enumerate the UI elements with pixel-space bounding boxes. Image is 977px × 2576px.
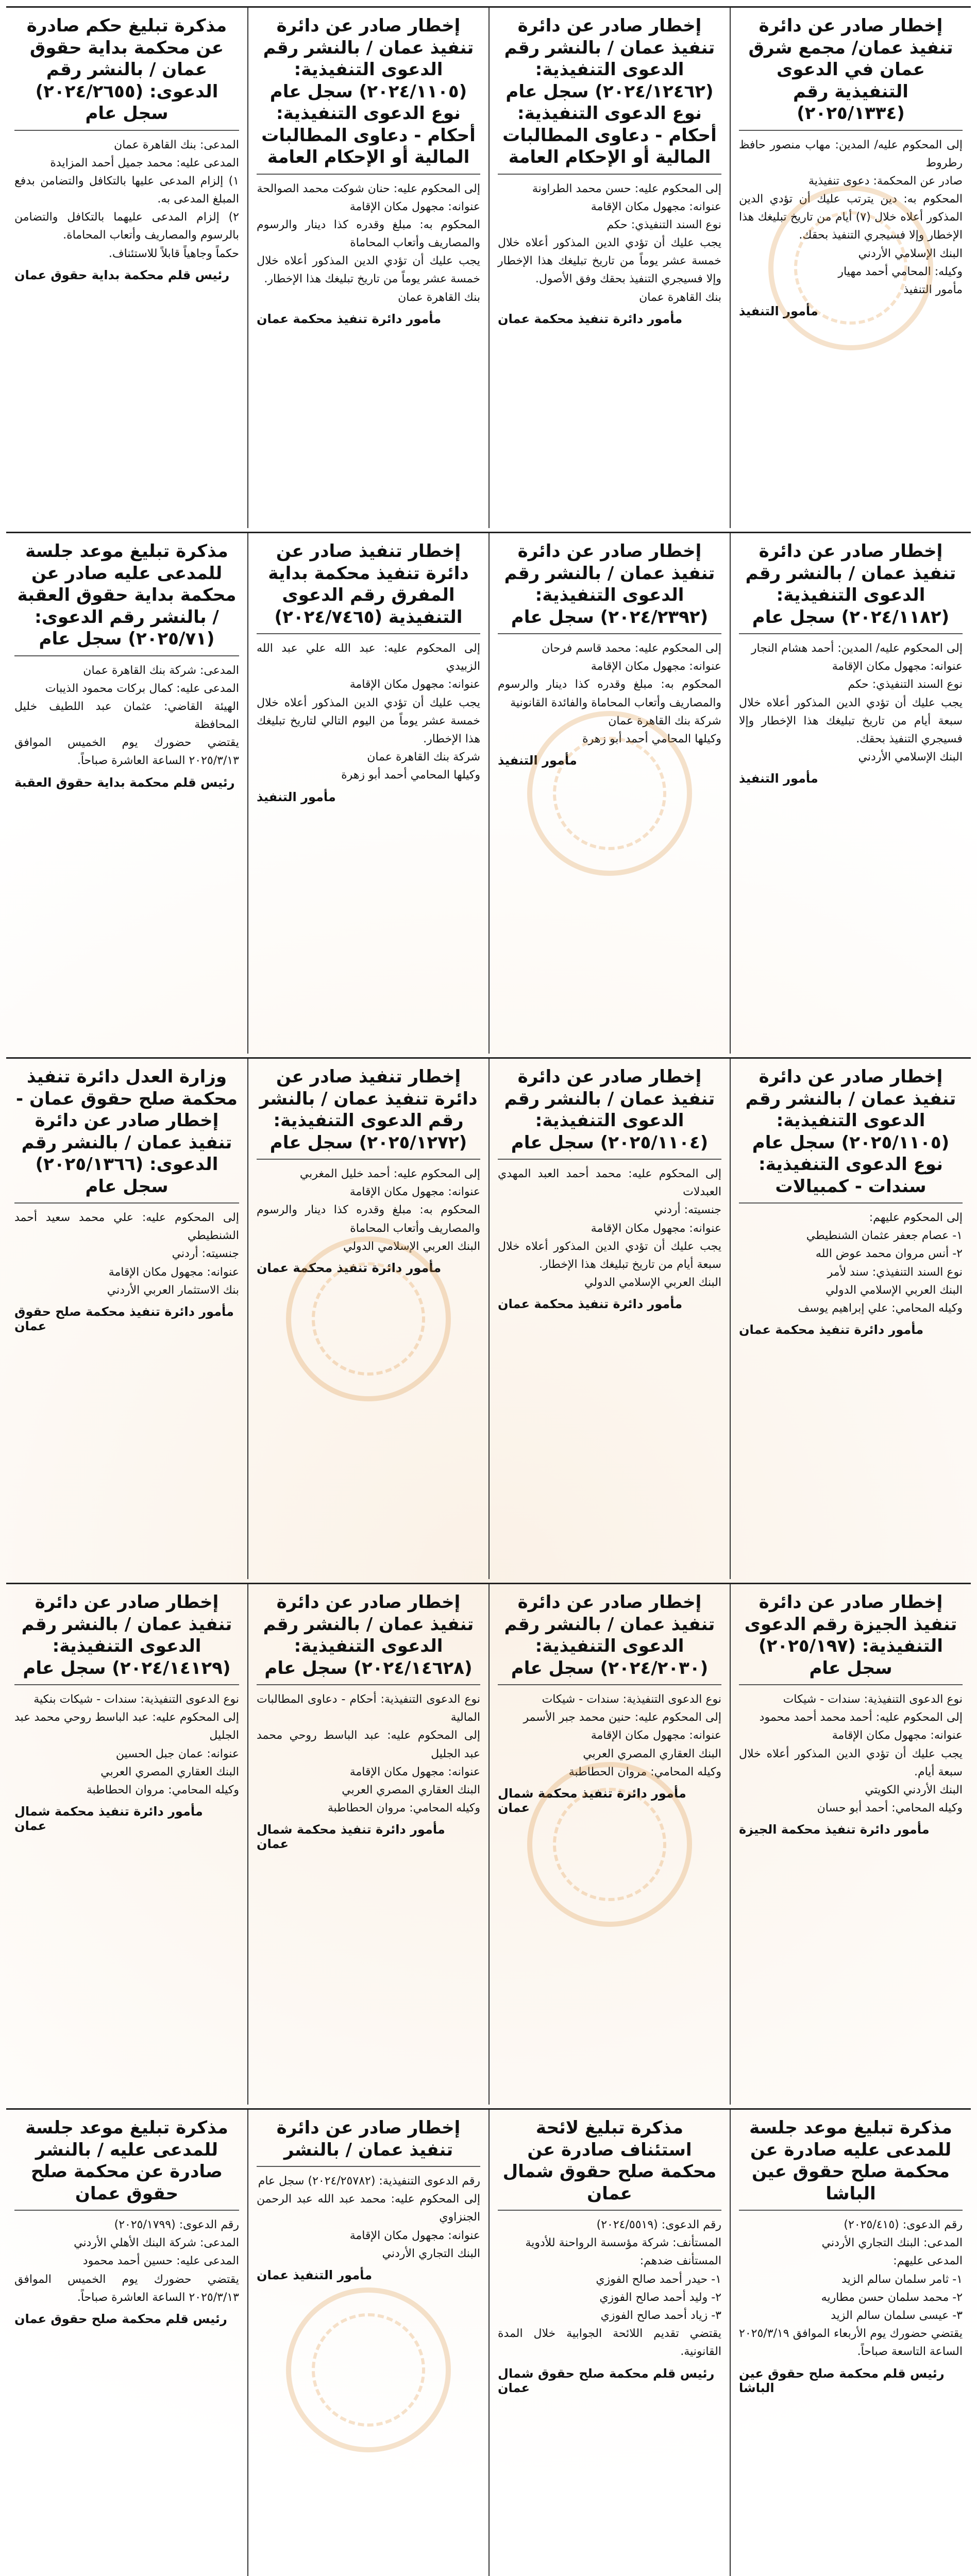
divider	[14, 2210, 239, 2211]
ad-cell	[488, 2110, 730, 2576]
ad-body: إلى المحكوم عليه/ المدين: أحمد هشام النجار عنوانه: مجهول مكان الإقامة نوع السند التنفيذي: حكم يجب عليك أن تؤدي الدين المذكور أعلاه خلال سبعة أيام من تاريخ تبليغك هذا الإخطار وإلا فسيجري التنفيذ بحقك. البنك الإسلامي الأردني	[739, 642, 963, 764]
ad-signature: مأمور التنفيذ	[498, 753, 577, 768]
ad-title: وزارة العدل دائرة تنفيذ محكمة صلح حقوق عمان - إخطار صادر عن دائرة تنفيذ عمان / بالنشر رقم الدعوى: (٢٠٢٥/١٣٦٦) سجل عام	[16, 1066, 238, 1197]
ad-body: نوع الدعوى التنفيذية: سندات - شيكات إلى المحكوم عليه: حنين محمد جبر الأسمر عنوانه: مجهول مكان الإقامة البنك العقاري المصري العربي وكيله المحامي: مروان الحطاطبة	[523, 1693, 721, 1778]
ad-title: مذكرة تبليغ حكم صادرة عن محكمة بداية حقوق عمان / بالنشر رقم الدعوى: (٢٠٢٤/٢٦٥٥) سجل عام	[26, 15, 227, 124]
ad-cell	[6, 1584, 247, 2105]
ad-title: إخطار تنفيذ صادر عن دائرة تنفيذ محكمة بداية المفرق رقم الدعوى التنفيذية (٢٠٢٤/٧٤٦٥)	[268, 541, 469, 628]
ad-signature: مأمور دائرة تنفيذ محكمة عمان	[257, 1260, 442, 1275]
divider	[498, 1159, 721, 1160]
ad-cell	[730, 8, 971, 528]
ads-row-5	[6, 2108, 971, 2576]
ad-body: إلى المحكوم عليه: عبد الله علي عبد الله الزبيدي عنوانه: مجهول مكان الإقامة يجب عليك أن تؤدي الدين المذكور أعلاه خلال خمسة عشر يوماً من اليوم التالي لتاريخ تبليغك هذا الإخطار. شركة بنك القاهرة عمان وكيلها المحامي أحمد أبو زهرة	[257, 642, 480, 782]
ad-signature: مأمور التنفيذ	[739, 771, 818, 786]
ad-cell	[247, 2110, 488, 2576]
ads-row-4	[6, 1583, 971, 2105]
ad-title: مذكرة تبليغ لائحة استئناف صادرة عن محكمة صلح حقوق شمال عمان	[502, 2117, 717, 2204]
ad-title: إخطار صادر عن دائرة تنفيذ عمان / بالنشر رقم الدعوى التنفيذية: (٢٠٢٤/٢٣٩٢) سجل عام	[504, 541, 715, 628]
ad-title: إخطار صادر عن دائرة تنفيذ عمان/ مجمع شرق عمان في الدعوى التنفيذية رقم (٢٠٢٥/١٣٣٤)	[748, 15, 953, 124]
ad-title: إخطار صادر عن دائرة تنفيذ عمان / بالنشر رقم الدعوى التنفيذية: (٢٠٢٥/١١٠٥) سجل عام نوع الدعوى التنفيذية: سندات - كمبيالات	[745, 1066, 956, 1197]
ad-signature: مأمور التنفيذ عمان	[257, 2267, 373, 2282]
ad-signature: مأمور دائرة تنفيذ محكمة عمان	[739, 1323, 924, 1337]
ad-cell	[730, 1584, 971, 2105]
ads-row-3	[6, 1057, 971, 1579]
ad-cell	[247, 8, 488, 528]
ads-row-2	[6, 532, 971, 1054]
divider	[257, 1684, 480, 1685]
ad-body: رقم الدعوى: (٢٠٢٤/٥٥١٩) المستأنف: شركة مؤسسة الرواحنة للأدوية المستأنف ضدهم: ١- حيدر أحمد صالح الفوزي ٢- وليد أحمد صالح الفوزي ٣- زياد أحمد صالح الفوزي يقتضي تقديم اللائحة الجوابية خلال المدة القانونية.	[498, 2218, 721, 2359]
ad-title: مذكرة تبليغ موعد جلسة للمدعى عليه صادرة عن محكمة صلح حقوق عين الباشا	[749, 2117, 952, 2204]
ad-body: المدعى: بنك القاهرة عمان المدعى عليه: محمد جميل أحمد المزايدة ١) إلزام المدعى عليها بالتكافل والتضامن بدفع المبلغ المدعى به. ٢) إلزام المدعى عليهما بالتكافل والتضامن بالرسوم والمصاريف وأتعاب المحاماة. حكماً وجاهياً قابلاً للاستئناف.	[14, 138, 239, 260]
divider	[257, 1159, 480, 1160]
ad-body: إلى المحكوم عليه: محمد قاسم فرحان عنوانه: مجهول مكان الإقامة المحكوم به: مبلغ وقدره كذا دينار والرسوم والمصاريف وأتعاب المحاماة والفائدة القانونية شركة بنك القاهرة عمان وكيلها المحامي أحمد أبو زهرة	[498, 642, 721, 745]
ad-signature: رئيس قلم محكمة صلح حقوق شمال عمان	[498, 2366, 715, 2395]
ad-cell	[247, 1584, 488, 2105]
ad-cell	[730, 533, 971, 1054]
ad-body: إلى المحكوم عليه/ المدين: مهاب منصور حافظ رطروط صادر عن المحكمة: دعوى تنفيذية المحكوم به: دين يترتب عليك أن تؤدي الدين المذكور أعلاه خلال (٧) أيام من تاريخ تبليغك هذا الإخطار وإلا فسيجري التنفيذ بحقك. البنك الإسلامي الأردني وكيله: المحامي أحمد مهيار مأمور التنفيذ	[739, 138, 963, 296]
ad-signature: مأمور دائرة تنفيذ محكمة الجيزة	[739, 1822, 930, 1837]
divider	[257, 174, 480, 175]
ad-cell	[6, 8, 247, 528]
divider	[498, 2210, 721, 2211]
ad-body: إلى المحكوم عليه: علي محمد سعيد أحمد الشنطيطي جنسيته: أردني عنوانه: مجهول مكان الإقامة بنك الاستثمار العربي الأردني	[14, 1211, 239, 1297]
divider	[14, 655, 239, 656]
divider	[498, 633, 721, 634]
ad-signature: مأمور دائرة تنفيذ محكمة عمان	[498, 311, 683, 326]
ad-signature: رئيس قلم محكمة صلح حقوق عمان	[14, 2311, 227, 2326]
ad-title: مذكرة تبليغ موعد جلسة للمدعى عليه / بالنشر صادرة عن محكمة صلح حقوق عمان	[25, 2117, 228, 2204]
divider	[739, 1684, 963, 1685]
ad-body: رقم الدعوى: (٢٠٢٥/١٧٩٩) المدعى: شركة البنك الأهلي الأردني المدعى عليه: حسين أحمد محمود يقتضي حضورك يوم الخميس الموافق ٢٠٢٥/٣/١٣ الساعة العاشرة صباحاً.	[14, 2218, 239, 2304]
ad-signature: رئيس قلم محكمة بداية حقوق العقبة	[14, 775, 235, 790]
ad-title: إخطار صادر عن دائرة تنفيذ عمان / بالنشر رقم الدعوى التنفيذية: (٢٠٢٤/١٤٦٢٨) سجل عام	[263, 1592, 474, 1679]
ad-title: إخطار صادر عن دائرة تنفيذ عمان / بالنشر رقم الدعوى التنفيذية: (٢٠٢٤/١٤١٢٩) سجل عام	[21, 1592, 232, 1679]
divider	[739, 2210, 963, 2211]
divider	[257, 2166, 480, 2167]
divider	[257, 633, 480, 634]
ad-title: إخطار صادر عن دائرة تنفيذ عمان / بالنشر رقم الدعوى التنفيذية: (٢٠٢٤/١٢٤٦٢) سجل عام نوع الدعوى التنفيذية: أحكام - دعاوى المطالبات المالية أو الإحكام العامة	[502, 15, 717, 167]
ad-title: إخطار صادر عن دائرة تنفيذ عمان / بالنشر رقم الدعوى التنفيذية: (٢٠٢٤/٢٠٣٠) سجل عام	[504, 1592, 715, 1679]
ad-body: نوع الدعوى التنفيذية: سندات - شيكات إلى المحكوم عليه: أحمد محمد أحمد محمود عنوانه: مجهول مكان الإقامة يجب عليك أن تؤدي الدين المذكور أعلاه خلال سبعة أيام. البنك الأردني الكويتي وكيله المحامي: أحمد أبو حسان	[739, 1693, 963, 1815]
ad-title: إخطار صادر عن دائرة تنفيذ عمان / بالنشر رقم الدعوى التنفيذية: (٢٠٢٤/١١٠٥) سجل عام نوع الدعوى التنفيذية: أحكام - دعاوى المطالبات المالية أو الإحكام العامة	[261, 15, 476, 167]
ad-cell	[730, 2110, 971, 2576]
ad-title: إخطار صادر عن دائرة تنفيذ عمان / بالنشر رقم الدعوى التنفيذية: (٢٠٢٤/١١٨٢) سجل عام	[745, 541, 956, 628]
ad-body: إلى المحكوم عليه: حنان شوكت محمد الصوالحة عنوانه: مجهول مكان الإقامة المحكوم به: مبلغ وقدره كذا دينار والرسوم والمصاريف وأتعاب المحاماة يجب عليك أن تؤدي الدين المذكور أعلاه خلال خمسة عشر يوماً من تاريخ تبليغك هذا الإخطار. بنك القاهرة عمان	[257, 182, 480, 304]
ad-signature: مأمور دائرة تنفيذ محكمة عمان	[257, 311, 442, 326]
ad-signature: مأمور دائرة تنفيذ محكمة شمال عمان	[498, 1786, 686, 1815]
ad-title: إخطار صادر عن دائرة تنفيذ عمان / بالنشر رقم الدعوى التنفيذية: (٢٠٢٥/١١٠٤) سجل عام	[504, 1066, 715, 1153]
divider	[14, 130, 239, 131]
ad-body: رقم الدعوى التنفيذية: (٢٠٢٤/٢٥٧٨٢) سجل عام إلى المحكوم عليه: محمد عبد الله عبد الرحمن الجنزاوي عنوانه: مجهول مكان الإقامة البنك التجاري الأردني	[257, 2175, 480, 2260]
ad-title: إخطار صادر عن دائرة تنفيذ الجيزة رقم الدعوى التنفيذية: (٢٠٢٥/١٩٧) سجل عام	[744, 1592, 957, 1679]
ad-title: إخطار صادر عن دائرة تنفيذ عمان / بالنشر	[276, 2117, 461, 2160]
ad-signature: مأمور دائرة تنفيذ محكمة شمال عمان	[257, 1822, 445, 1852]
ad-cell	[6, 533, 247, 1054]
ad-cell	[488, 8, 730, 528]
ad-body: رقم الدعوى: (٢٠٢٥/٤١٥) المدعى: البنك التجاري الأردني المدعى عليهم: ١- ثامر سلمان سالم الزيد ٢- محمد سلمان حسن مطاريه ٣- عيسى سلمان سالم الزيد يقتضي حضورك يوم الأربعاء الموافق ٢٠٢٥/٣/١٩ الساعة التاسعة صباحاً.	[739, 2218, 963, 2359]
ad-signature: مأمور دائرة تنفيذ محكمة عمان	[498, 1297, 683, 1312]
ad-body: إلى المحكوم عليهم: ١- عصام جعفر عثمان الشنطيطي ٢- أنس مروان محمد عوض الله نوع السند التنفيذي: سند لأمر البنك العربي الإسلامي الدولي وكيله المحامي: علي إبراهيم يوسف	[798, 1211, 963, 1315]
divider	[14, 1684, 239, 1685]
divider	[739, 1202, 963, 1204]
divider	[739, 633, 963, 634]
ad-body: نوع الدعوى التنفيذية: سندات - شيكات بنكية إلى المحكوم عليه: عبد الباسط روحي محمد عبد الجليل عنوانه: عمان جبل الحسين البنك العقاري المصري العربي وكيله المحامي: مروان الحطاطبة	[14, 1693, 239, 1797]
ad-signature: مأمور التنفيذ	[739, 304, 818, 319]
ad-signature: مأمور دائرة تنفيذ محكمة شمال عمان	[14, 1804, 203, 1834]
ad-body: نوع الدعوى التنفيذية: أحكام - دعاوى المطالبات المالية إلى المحكوم عليه: عبد الباسط روحي محمد عبد الجليل عنوانه: مجهول مكان الإقامة البنك العقاري المصري العربي وكيله المحامي: مروان الحطاطبة	[257, 1693, 480, 1815]
ad-cell	[6, 1059, 247, 1579]
ad-cell	[247, 533, 488, 1054]
ad-cell	[247, 1059, 488, 1579]
ad-signature: رئيس قلم محكمة بداية حقوق عمان	[14, 267, 230, 282]
ad-cell	[488, 533, 730, 1054]
ad-cell	[488, 1584, 730, 2105]
ads-row-1	[6, 6, 971, 528]
ad-signature: رئيس قلم محكمة صلح حقوق عين الباشا	[739, 2366, 945, 2395]
ad-title: إخطار تنفيذ صادر عن دائرة تنفيذ عمان / بالنشر رقم الدعوى التنفيذية: (٢٠٢٥/١٢٧٢) سجل عام	[259, 1066, 478, 1153]
ad-signature: مأمور دائرة تنفيذ محكمة صلح حقوق عمان	[14, 1304, 234, 1333]
ad-cell	[730, 1059, 971, 1579]
ad-title: مذكرة تبليغ موعد جلسة للمدعى عليه صادر عن محكمة بداية حقوق العقبة / بالنشر رقم الدعوى: (٢٠٢٥/٧١) سجل عام	[17, 541, 237, 649]
ad-body: إلى المحكوم عليه: أحمد خليل المغربي عنوانه: مجهول مكان الإقامة المحكوم به: مبلغ وقدره كذا دينار والرسوم والمصاريف وأتعاب المحاماة البنك العربي الإسلامي الدولي	[257, 1167, 480, 1253]
divider	[498, 1684, 721, 1685]
ad-signature: مأمور التنفيذ	[257, 789, 336, 804]
ad-body: المدعى: شركة بنك القاهرة عمان المدعى عليه: كمال بركات محمود الذيبات الهيئة القاضي: عثمان عبد اللطيف خليل المحافظة يقتضي حضورك يوم الخميس الموافق ٢٠٢٥/٣/١٣ الساعة العاشرة صباحاً.	[14, 664, 239, 768]
divider	[14, 1202, 239, 1204]
ad-cell	[488, 1059, 730, 1579]
ad-body: إلى المحكوم عليه: حسن محمد الطراونة عنوانه: مجهول مكان الإقامة نوع السند التنفيذي: حكم يجب عليك أن تؤدي الدين المذكور أعلاه خلال خمسة عشر يوماً من تاريخ تبليغك هذا الإخطار وإلا فسيجري التنفيذ بحقك وفق الأصول. بنك القاهرة عمان	[498, 182, 721, 304]
watermark-seal-icon	[286, 2287, 451, 2452]
divider	[739, 130, 963, 131]
divider	[498, 174, 721, 175]
ad-cell	[6, 2110, 247, 2576]
ad-body: إلى المحكوم عليه: محمد أحمد العبد المهدي العبدلات جنسيته: أردني عنوانه: مجهول مكان الإقامة يجب عليك أن تؤدي الدين المذكور أعلاه خلال سبعة أيام من تاريخ تبليغك هذا الإخطار. البنك العربي الإسلامي الدولي	[498, 1167, 721, 1290]
